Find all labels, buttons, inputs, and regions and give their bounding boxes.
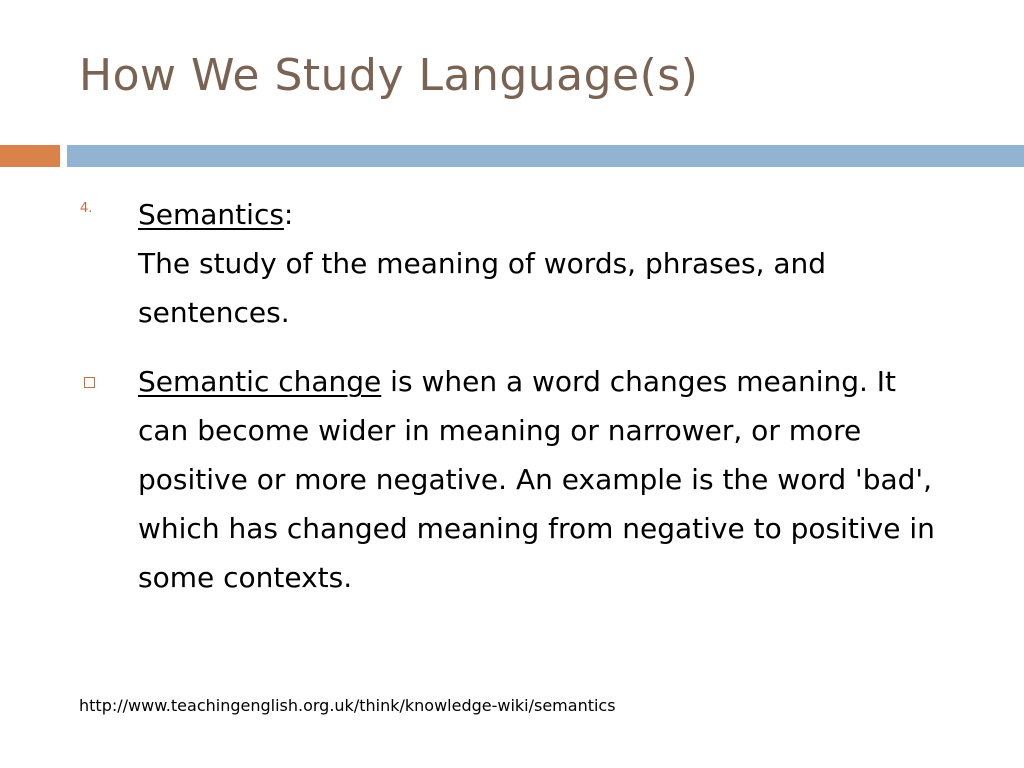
- slide-title: How We Study Language(s): [79, 50, 699, 101]
- source-url: http://www.teachingenglish.org.uk/think/knowledge-wiki/semantics: [79, 696, 616, 715]
- semantics-heading: Semantics: [138, 198, 284, 231]
- heading-colon: :: [283, 198, 294, 231]
- list-number: 4.: [80, 201, 93, 216]
- semantic-change-term: Semantic change: [138, 365, 382, 398]
- accent-bar-orange: [0, 145, 60, 167]
- list-item-semantic-change: [80, 357, 950, 657]
- accent-bar-blue: [67, 145, 1024, 167]
- square-bullet-icon: [84, 377, 95, 388]
- semantics-definition: The study of the meaning of words, phrases, and sentences.: [138, 247, 827, 329]
- list-item-semantics: [80, 190, 950, 340]
- semantic-change-text: is when a word changes meaning. It can become wider in meaning or narrower, or more positive or more negative. An example is the word 'bad', which has changed meaning from negative to positive in some contexts.: [138, 365, 935, 594]
- semantic-change-paragraph: [138, 357, 948, 602]
